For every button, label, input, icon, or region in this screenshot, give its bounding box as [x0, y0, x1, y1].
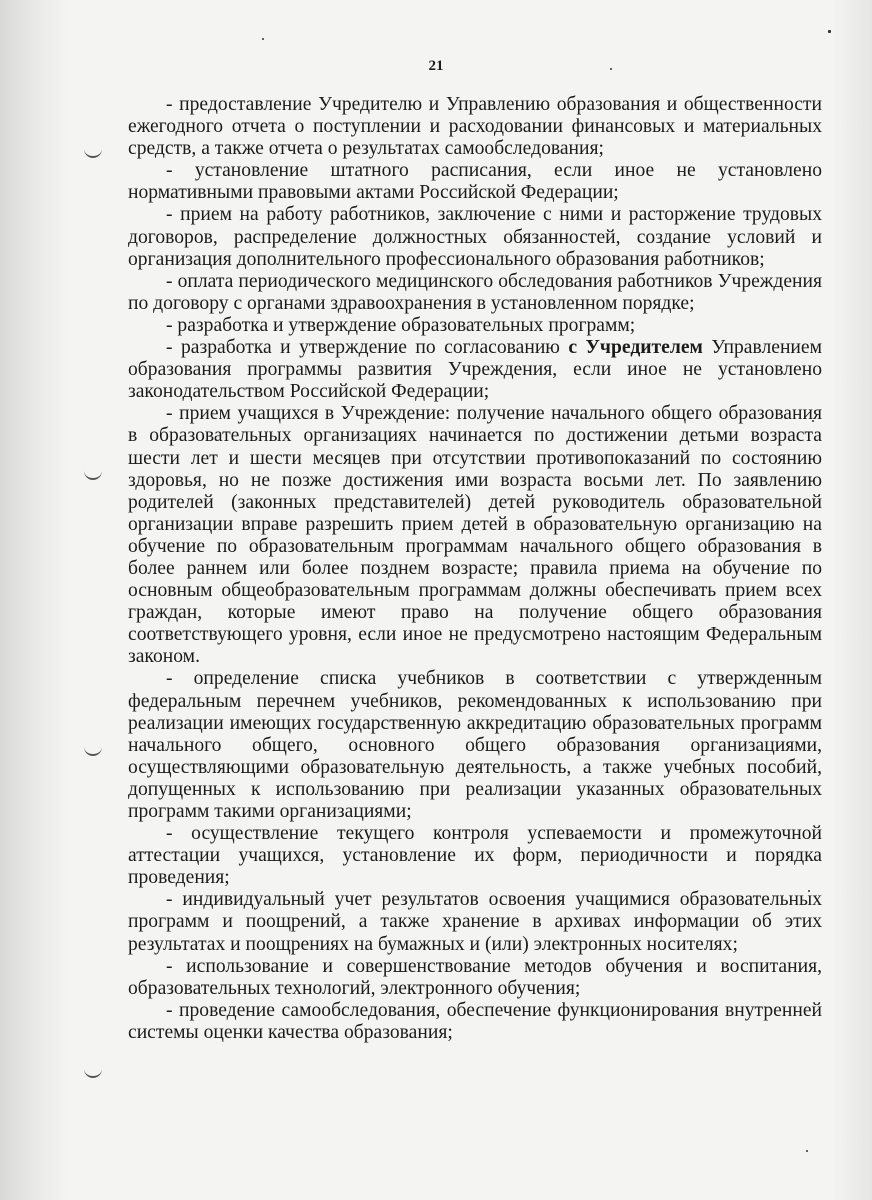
paragraph: - оплата периодического медицинского обследования работников Учреждения по договору с органами здравоохранения в установленном порядке;: [128, 270, 822, 314]
page-edge-shadow-right: [832, 0, 872, 1200]
document-body: [128, 94, 822, 1044]
paragraph: - разработка и утверждение образовательных программ;: [166, 314, 636, 336]
paragraph: [128, 337, 822, 403]
page-number: 21: [428, 58, 444, 74]
binding-hole-mark: [84, 468, 102, 480]
paragraph: - индивидуальный учет результатов освоения учащимися образовательных программ и поощрений, а также хранение в архивах информации об этих результатах и поощрениях на бумажных и (или) электронных носителях;: [128, 889, 822, 955]
paragraph: - предоставление Учредителю и Управлению образования и общественности ежегодного отчета о поступлении и расходовании финансовых и материальных средств, а также отчета о результатах самообследования;: [128, 94, 822, 160]
paragraph: - прием учащихся в Учреждение: получение начального общего образования в образовательных организациях начинается по достижении детьми возраста шести лет и шести месяцев при отсутствии противопоказаний по состоянию здоровья, но не позже достижения ими возраста восьми лет. По заявлению родителей (законных представителей) детей руководитель образовательной организации вправе разрешить прием детей в образовательную организацию на обучение по образовательным программам начального общего образования в более раннем или более позднем возрасте; правила приема на обучение по основным общеобразовательным программам должны обеспечивать прием всех граждан, которые имеют право на получение общего образования соответствующего уровня, если иное не предусмотрено настоящим Федеральным законом.: [128, 403, 822, 668]
binding-hole-mark: [84, 146, 102, 158]
paragraph-text: - разработка и утверждение по согласованию: [166, 337, 569, 359]
paragraph: - установление штатного расписания, если иное не установлено нормативными правовыми актами Российской Федерации;: [128, 160, 822, 204]
scan-speck: [262, 38, 264, 40]
paragraph: - проведение самообследования, обеспечение функционирования внутренней системы оценки качества образования;: [128, 999, 822, 1043]
paragraph: - определение списка учебников в соответствии с утвержденным федеральным перечнем учебников, рекомендованных к использованию при реализации имеющих государственную аккредитацию образовательных программ начального общего, основного общего образования организациями, осуществляющими образовательную деятельность, а также учебных пособий, допущенных к использованию при реализации указанных образовательных программ такими организациями;: [128, 668, 822, 822]
paragraph-text: Управлением образования программы развития Учреждения, если иное не установлено законодательством Российской Федерации;: [128, 337, 823, 403]
paragraph: - использование и совершенствование методов обучения и воспитания, образовательных технологий, электронного обучения;: [128, 955, 822, 999]
paragraph: - прием на работу работников, заключение с ними и расторжение трудовых договоров, распределение должностных обязанностей, создание условий и организация дополнительного профессионального образования работников;: [128, 204, 822, 270]
page-edge-shadow-left: [0, 0, 70, 1200]
scan-speck: [828, 30, 831, 33]
paragraph: - осуществление текущего контроля успеваемости и промежуточной аттестации учащихся, установление их форм, периодичности и порядка проведения;: [128, 823, 822, 889]
binding-hole-mark: [84, 1066, 102, 1078]
bold-phrase: с Учредителем: [568, 337, 703, 359]
scan-speck: [806, 1150, 808, 1152]
binding-hole-mark: [84, 744, 102, 756]
